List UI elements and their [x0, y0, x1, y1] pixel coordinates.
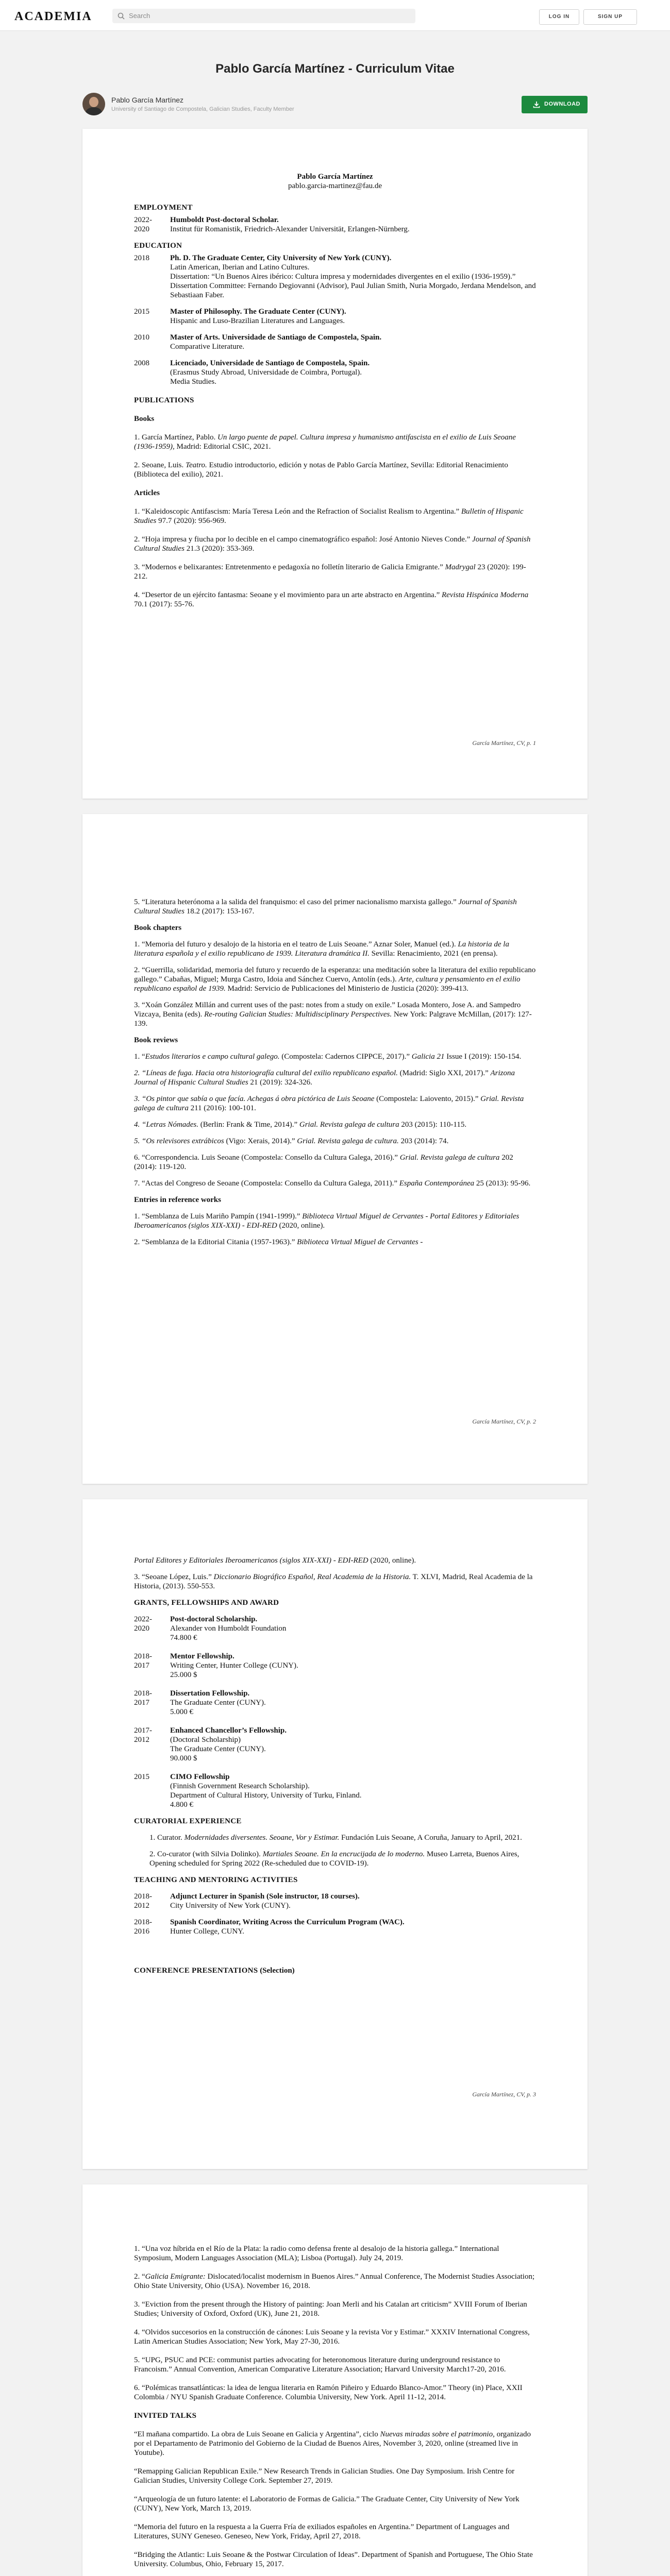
- review-entry: 2. “Líneas de fuga. Hacia otra historiografía cultural del exilio republicano español. (Madrid: Siglo XXI, 2017).” Arizona Journal of Hispanic Cultural Studies 21 (2019): 324-326.: [134, 1069, 515, 1087]
- section-publications: PUBLICATIONS: [134, 396, 194, 404]
- cv-email[interactable]: pablo.garcia-martinez@fau.de: [288, 182, 382, 190]
- reference-entry: 1. “Semblanza de Luis Mariño Pampín (1941-1999).” Biblioteca Virtual Miguel de Cervantes - Portal Editores y Editoriales Iberoamericanos (siglos XIX-XXI) - EDI-RED (2020, online).: [134, 1212, 520, 1230]
- page-footer: García Martínez, CV, p. 1: [472, 739, 536, 747]
- conference-entry: 1. “Una voz híbrida en el Río de la Plata: la radio como defensa frente al desalojo de la historia gallega.” International Symposium, Modern Languages Association (MLA); Lisboa (Portugal). July 24, 2019.: [134, 2245, 499, 2262]
- curatorial-entry: 2. Co-curator (with Silvia Dolinko). Martiales Seoane. En la encrucijada de lo moderno. Museo Larreta, Buenos Aires, Opening scheduled for Spring 2022 (Re-scheduled due to COVID-19).: [149, 1850, 520, 1868]
- section-teaching: TEACHING AND MENTORING ACTIVITIES: [134, 1876, 298, 1884]
- employment-entry: 2020 Institut für Romanistik, Friedrich-Alexander Universität, Erlangen-Nürnberg.: [134, 225, 410, 233]
- education-entry: 2010 Master of Arts. Universidade de Santiago de Compostela, Spain. Comparative Literature.: [134, 333, 382, 351]
- section-employment: EMPLOYMENT: [134, 204, 193, 212]
- subsection-books: Books: [134, 415, 155, 423]
- page-footer: García Martínez, CV, p. 3: [472, 2091, 536, 2098]
- signup-button[interactable]: SIGN UP: [583, 9, 637, 25]
- pdf-page-2: [82, 814, 588, 1484]
- search-placeholder: Search: [129, 12, 150, 20]
- article-entry: 5. “Literatura heterónoma a la salida del franquismo: el caso del primer nacionalismo marxista gallego.” Journal of Spanish Cultural Studies 18.2 (2017): 153-167.: [134, 898, 517, 916]
- talk-entry: “Bridging the Atlantic: Luis Seoane & the Postwar Circulation of Ideas”. Department of Spanish and Portuguese, The Ohio State University. Columbus, Ohio, February 15, 2017.: [134, 2551, 533, 2568]
- cv-name: Pablo García Martínez: [297, 173, 373, 181]
- talk-entry: “Memoria del futuro en la respuesta a la Guerra Fría de exiliados españoles en Argentina.” Department of Languages and Literatures, SUNY Geneseo. Geneseo, New York, Friday, April 27, 2018.: [134, 2523, 510, 2540]
- document-title: Pablo García Martínez - Curriculum Vitae: [215, 62, 455, 76]
- education-entry: 2015 Master of Philosophy. The Graduate Center (CUNY). Hispanic and Luso-Brazilian Literatures and Languages.: [134, 308, 346, 325]
- review-entry: 7. “Actas del Congreso de Seoane (Compostela: Consello da Cultura Galega, 2011).” España Contemporánea 25 (2013): 95-96.: [134, 1179, 531, 1188]
- chapter-entry: 3. “Xoán González Millán and current uses of the past: notes from a study on exile.” Losada Montero, Jose A. and Sampedro Vizcaya, Benita (eds). Re-routing Galician Studies: Multidisciplinary Perspectives. New York: Palgrave McMillan, (2017): 127-139.: [134, 1001, 532, 1028]
- conference-entry: 5. “UPG, PSUC and PCE: communist parties advocating for heteronomous literature during underground resistance to Francoism.” Annual Convention, American Comparative Literature Association; Harvard University March17-20, 2016.: [134, 2356, 506, 2374]
- conference-entry: 3. “Eviction from the present through the History of painting: Joan Merli and his Catalan art criticism” XVIII Forum of Iberian Studies; University of Oxford, Oxford (UK), June 21, 2018.: [134, 2300, 527, 2318]
- reference-entry: Portal Editores y Editoriales Iberoamericanos (siglos XIX-XXI) - EDI-RED (2020, online).: [134, 1556, 416, 1565]
- conference-entry: 4. “Olvidos succesorios en la construcción de cánones: Luis Seoane y la revista Vor y Estimar.” XXXIV International Congress, Latin American Studies Association; New York, May 27-30, 2016.: [134, 2328, 530, 2346]
- section-conferences: CONFERENCE PRESENTATIONS (Selection): [134, 1967, 295, 1975]
- pdf-page-3: [82, 1499, 588, 2169]
- avatar[interactable]: [82, 93, 105, 115]
- review-entry: 4. “Letras Nómades. (Berlin: Frank & Time, 2014).” Grial. Revista galega de cultura 203 (2015): 110-115.: [134, 1121, 467, 1129]
- academia-logo[interactable]: ACADEMIA: [14, 10, 92, 23]
- reference-entry: 2. “Semblanza de la Editorial Citania (1957-1963).” Biblioteca Virtual Miguel de Cervantes -: [134, 1238, 423, 1246]
- article-entry: 2. “Hoja impresa y fiucha por lo decible en el campo cinematográfico español: José Antonio Nieves Conde.” Journal of Spanish Cultural Studies 21.3 (2020): 353-369.: [134, 535, 531, 553]
- grant-entry: 2018- 2017 Mentor Fellowship. Writing Center, Hunter College (CUNY). 25.000 $: [134, 1652, 298, 1679]
- subsection-reference-entries: Entries in reference works: [134, 1196, 221, 1204]
- author-bar: [82, 92, 588, 118]
- page-1-content: [134, 172, 536, 609]
- review-entry: 3. “Os pintor que sabía o que facía. Achegas á obra pictórica de Luis Seoane (Compostela: Laiovento, 2015).” Grial. Revista galega de cultura 211 (2016): 100-101.: [134, 1095, 524, 1112]
- pdf-page-1: [82, 129, 588, 799]
- talk-entry: “El mañana compartido. La obra de Luis Seoane en Galicia y Argentina”, ciclo Nuevas miradas sobre el patrimonio, organizado por el Departamento de Patrimonio del Gobierno de la Ciudad de Buenos Aires, November 3, 2020, online (streamed live in Youtube).: [134, 2430, 531, 2457]
- talk-entry: “Arqueología de un futuro latente: el Laboratorio de Formas de Galicia.” The Graduate Center, City University of New York (CUNY), New York, March 13, 2019.: [134, 2495, 520, 2513]
- top-navbar: [0, 0, 670, 31]
- review-entry: 6. “Correspondencia. Luis Seoane (Compostela: Consello da Cultura Galega, 2016).” Grial. Revista galega de cultura 202 (2014): 119-120.: [134, 1154, 513, 1171]
- grant-entry: 2015 CIMO Fellowship (Finnish Government Research Scholarship). Department of Cultural History, University of Turku, Finland. 4.800 €: [134, 1773, 362, 1809]
- education-entry: 2018 Ph. D. The Graduate Center, City University of New York (CUNY). Latin American, Iberian and Latino Cultures. Dissertation: “Un Buenos Aires ibérico: Cultura impresa y modernidades divergentes en el exilio (1936-1959).” Dissertation Committee: Fernando Degiovanni (Advisor), Paul Julian Smith, Nuria Morgado, Jerdana Mendelson, and Sebastiaan Faber.: [134, 254, 536, 299]
- page-2-content: [134, 897, 536, 1247]
- reference-entry: 3. “Seoane López, Luis.” Diccionario Biográfico Español, Real Academia de la Historia. T. XLVI, Madrid, Real Academia de la Historia, (2013). 550-553.: [134, 1573, 533, 1590]
- article-entry: 4. “Desertor de un ejército fantasma: Seoane y el movimiento para un arte abstracto en Argentina.” Revista Hispánica Moderna 70.1 (2017): 55-76.: [134, 591, 529, 608]
- download-icon: [533, 101, 540, 108]
- talk-entry: “Remapping Galician Republican Exile.” New Research Trends in Galician Studies. One Day Symposium. Irish Centre for Galician Studies, University College Cork. September 27, 2019.: [134, 2467, 515, 2485]
- section-curatorial: CURATORIAL EXPERIENCE: [134, 1817, 242, 1825]
- section-education: EDUCATION: [134, 242, 182, 250]
- download-button[interactable]: [522, 96, 588, 113]
- section-invited-talks: INVITED TALKS: [134, 2412, 197, 2420]
- employment-entry: 2022- Humboldt Post-doctoral Scholar.: [134, 216, 279, 224]
- search-icon: [118, 12, 125, 20]
- book-entry: 2. Seoane, Luis. Teatro. Estudio introductorio, edición y notas de Pablo García Martínez, Sevilla: Editorial Renacimiento (Biblioteca del exilio), 2021.: [134, 461, 508, 479]
- review-entry: 1. “Estudos literarios e campo cultural galego. (Compostela: Cadernos CIPPCE, 2017).” Galicia 21 Issue I (2019): 150-154.: [134, 1053, 522, 1061]
- page-footer: García Martínez, CV, p. 2: [472, 1418, 536, 1425]
- conference-entry: 2. “Galicia Emigrante: Dislocated/localist modernism in Buenos Aires.” Annual Conference, The Modernist Studies Association; Ohio State University, Ohio (USA). November 16, 2018.: [134, 2273, 535, 2290]
- teaching-entry: 2018- 2012 Adjunct Lecturer in Spanish (Sole instructor, 18 courses). City University of New York (CUNY).: [134, 1892, 360, 1910]
- grant-entry: 2018- 2017 Dissertation Fellowship. The Graduate Center (CUNY). 5.000 €: [134, 1689, 266, 1716]
- grant-entry: 2022- 2020 Post-doctoral Scholarship. Alexander von Humboldt Foundation 74.800 €: [134, 1615, 287, 1642]
- teaching-entry: 2018- 2016 Spanish Coordinator, Writing Across the Curriculum Program (WAC). Hunter College, CUNY.: [134, 1918, 405, 1936]
- review-entry: 5. “Os relevisores extrábicos (Vigo: Xerais, 2014).” Grial. Revista galega de cultura. 203 (2014): 74.: [134, 1137, 449, 1145]
- login-button[interactable]: LOG IN: [539, 9, 579, 25]
- article-entry: 3. “Modernos e belixarantes: Entretenmento e pedagoxía no folletín literario de Galicia Emigrante.” Madrygal 23 (2020): 199-212.: [134, 563, 526, 581]
- page-3-content: [134, 1556, 536, 1975]
- page-4-content: [134, 2244, 536, 2576]
- book-entry: 1. García Martínez, Pablo. Un largo puente de papel. Cultura impresa y humanismo antifascista en el exilio de Luis Seoane (1936-1959), Madrid: Editorial CSIC, 2021.: [134, 433, 516, 451]
- education-entry: 2008 Licenciado, Universidade de Santiago de Compostela, Spain. (Erasmus Study Abroad, Universidade de Coimbra, Portugal). Media Studies.: [134, 359, 370, 386]
- subsection-book-reviews: Book reviews: [134, 1036, 178, 1044]
- chapter-entry: 1. “Memoria del futuro y desalojo de la historia en el teatro de Luis Seoane.” Aznar Soler, Manuel (ed.). La historia de la literatura española y el exilio republicano de 1939. Literatura dramática II. Sevilla: Renacimiento, 2021 (en prensa).: [134, 940, 509, 958]
- conference-entry: 6. “Polémicas transatlánticas: la idea de lengua literaria en Ramón Piñeiro y Eduardo Blanco-Amor.” Theory (in) Place, XXII Colombia / NYU Spanish Graduate Conference. Columbia University, New York. April 11-12, 2014.: [134, 2384, 523, 2401]
- article-entry: 1. “Kaleidoscopic Antifascism: María Teresa León and the Refraction of Socialist Realism to Argentina.” Bulletin of Hispanic Studies 97.7 (2020): 956-969.: [134, 507, 524, 525]
- subsection-book-chapters: Book chapters: [134, 924, 182, 932]
- pdf-page-4: [82, 2184, 588, 2576]
- section-grants: GRANTS, FELLOWSHIPS AND AWARD: [134, 1599, 279, 1607]
- subsection-articles: Articles: [134, 489, 160, 497]
- author-affiliation: University of Santiago de Compostela, Galician Studies, Faculty Member: [111, 106, 294, 112]
- search-input[interactable]: [112, 9, 415, 23]
- grant-entry: 2017- 2012 Enhanced Chancellor’s Fellowship. (Doctoral Scholarship) The Graduate Center (CUNY). 90.000 $: [134, 1726, 287, 1762]
- author-name[interactable]: Pablo García Martínez: [111, 96, 184, 104]
- chapter-entry: 2. “Guerrilla, solidaridad, memoria del futuro y recuerdo de la esperanza: una meditación sobre la literatura del exilio republicano gallego.” Cabañas, Miguel; Murga Castro, Idoia and Sánchez Cuervo, Antolín (eds.). Arte, cultura y pensamiento en el exilio republicano español de 1939. Madrid: Servicio de Publicaciones del Ministerio de Justicia (2020): 399-413.: [134, 966, 536, 993]
- curatorial-entry: 1. Curator. Modernidades diversentes. Seoane, Vor y Estimar. Fundación Luis Seoane, A Coruña, January to April, 2021.: [149, 1834, 522, 1842]
- download-label: DOWNLOAD: [544, 101, 580, 107]
